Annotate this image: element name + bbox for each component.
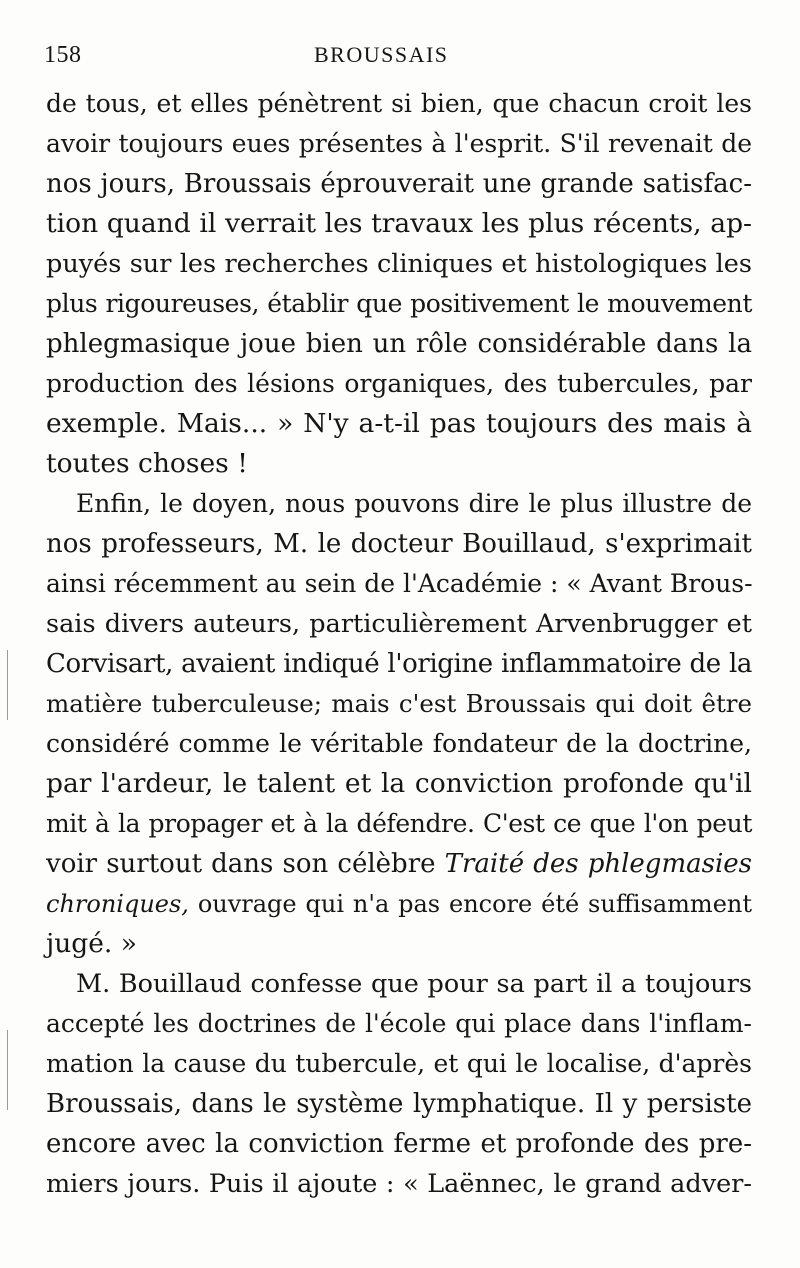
text-segment: ouvrage qui n'a pas encore été suffisamment [197, 890, 752, 918]
text-line: ainsi récemment au sein de l'Académie : « Avant Brous- [46, 569, 753, 598]
text-line: par l'ardeur, le talent et la conviction profonde qu'il [46, 768, 752, 799]
text-line: mit à la propager et à la défendre. C'est ce que l'on peut [46, 809, 752, 838]
text-line: accepté les doctrines de l'école qui place dans l'inflam- [46, 1009, 752, 1038]
text-line: exemple. Mais... » N'y a-t-il pas toujours des mais à [46, 408, 752, 439]
text-line: nos jours, Broussais éprouverait une grande satisfac- [46, 169, 752, 199]
text-line: jugé. » [46, 928, 137, 959]
text-line: puyés sur les recherches cliniques et histologiques les [46, 249, 752, 279]
text-line: matière tuberculeuse; mais c'est Broussais qui doit être [46, 689, 752, 718]
italic-book-title: Traité des phlegmasies [444, 849, 752, 879]
text-line: nos professeurs, M. le docteur Bouillaud, s'exprimait [46, 529, 752, 559]
text-line: M. Bouillaud confesse que pour sa part il a toujours [76, 969, 752, 999]
text-line: Broussais, dans le système lymphatique. Il y persiste [46, 1089, 752, 1119]
body-text [46, 84, 752, 1204]
text-line: phlegmasique joue bien un rôle considérable dans la [46, 329, 752, 359]
text-line: toutes choses ! [46, 448, 248, 479]
text-line: Corvisart, avaient indiqué l'origine inflammatoire de la [46, 649, 752, 679]
text-line [46, 844, 752, 884]
italic-book-title: chroniques, [46, 890, 189, 918]
text-line: avoir toujours eues présentes à l'esprit. S'il revenait de [46, 129, 752, 158]
margin-pencil-mark [7, 650, 8, 720]
text-line: production des lésions organiques, des tubercules, par [46, 369, 752, 398]
text-line: plus rigoureuses, établir que positivement le mouvement [46, 289, 752, 318]
text-line: sais divers auteurs, particulièrement Arvenbrugger et [46, 609, 752, 639]
text-line: de tous, et elles pénètrent si bien, que chacun croit les [46, 89, 752, 118]
text-line: considéré comme le véritable fondateur de la doctrine, [46, 729, 752, 758]
text-segment: voir surtout dans son célèbre [46, 849, 436, 879]
margin-pencil-mark [7, 1030, 8, 1110]
text-line: mation la cause du tubercule, et qui le localise, d'après [46, 1049, 752, 1078]
text-line [46, 884, 752, 924]
page-number: 158 [44, 42, 82, 68]
running-head: BROUSSAIS [314, 42, 449, 67]
text-line: Enfin, le doyen, nous pouvons dire le plus illustre de [76, 489, 752, 518]
page-header [44, 40, 770, 76]
text-line: miers jours. Puis il ajoute : « Laënnec, le grand adver- [46, 1169, 752, 1199]
text-line: encore avec la conviction ferme et profonde des pre- [46, 1129, 752, 1159]
text-line: tion quand il verrait les travaux les plus récents, ap- [46, 208, 752, 239]
